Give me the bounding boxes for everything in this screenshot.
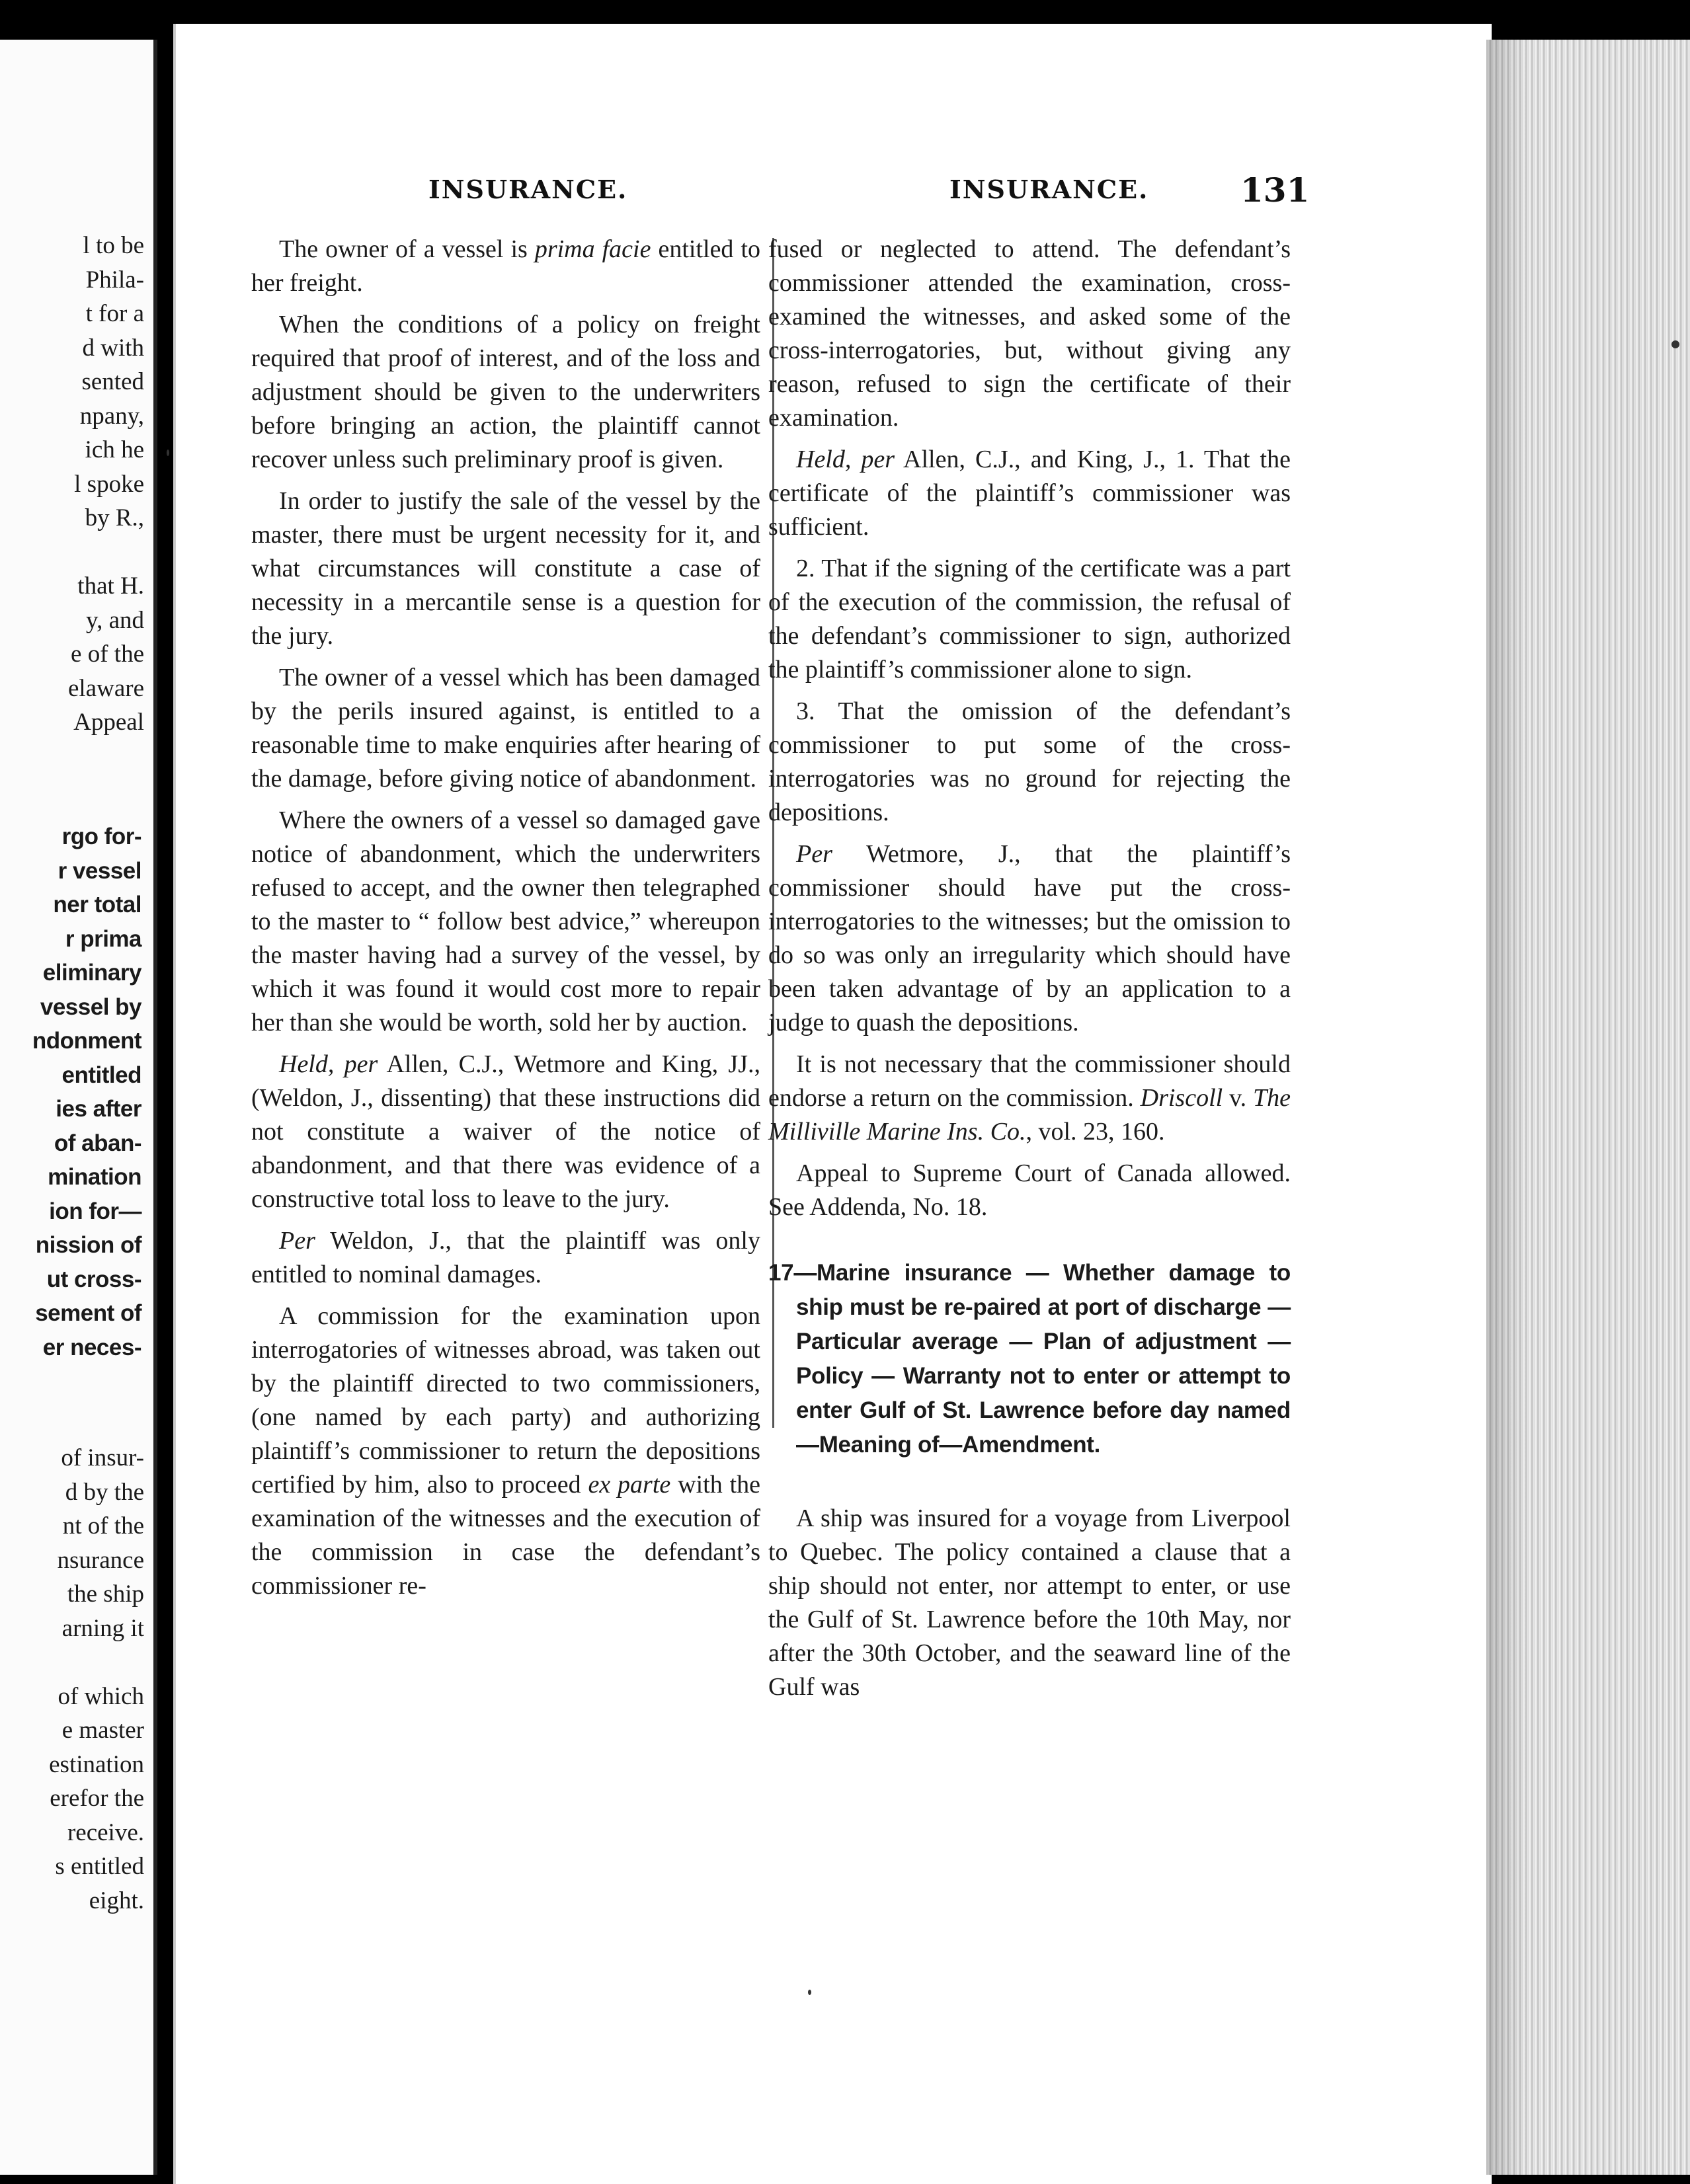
left-page-line: e master xyxy=(61,1717,144,1744)
left-page-line: erefor the xyxy=(50,1785,144,1812)
left-page-line: r prima xyxy=(65,925,141,952)
left-page-line: t for a xyxy=(85,300,144,327)
left-page-line: receive. xyxy=(67,1818,144,1846)
left-page-line: entitled xyxy=(61,1062,141,1088)
left-page-line: npany, xyxy=(79,402,144,430)
left-page-line: nt of the xyxy=(62,1512,144,1540)
left-page-line: elaware xyxy=(67,674,144,702)
left-page-line: ner total xyxy=(53,892,141,917)
paragraph: Held, per Allen, C.J., and King, J., 1. That the certificate of the plaintiff’s commissioner was sufficient. xyxy=(768,446,1291,541)
running-head-left: INSURANCE. xyxy=(428,175,628,204)
left-page-line: l to be xyxy=(83,232,144,259)
left-page-line: mination xyxy=(48,1164,141,1190)
paragraph: Per Weldon, J., that the plaintiff was only entitled to nominal damages. xyxy=(251,1227,760,1288)
left-page-line: l spoke xyxy=(74,470,144,498)
left-page-line: Phila- xyxy=(85,266,144,293)
left-page-line: ich he xyxy=(85,436,144,463)
left-page-line: sement of xyxy=(35,1300,141,1326)
paragraph: When the conditions of a policy on freight required that proof of interest, and of the loss and adjustment should be given to the underwriters before bringing an action, the plaintiff cannot recover unless such preliminary proof is given. xyxy=(251,311,760,473)
left-page-line: rgo for- xyxy=(61,824,141,849)
paragraph: It is not necessary that the commissioner should endorse a return on the commission. Driscoll v. The Milliville Marine Ins. Co., vol. 23, 160. xyxy=(768,1050,1291,1146)
paragraph: fused or neglected to attend. The defendant’s commissioner attended the examination, cross-examined the witnesses, and asked some of the cross-interrogatories, but, without giving any reason, refused to sign the certificate of their examination. xyxy=(768,235,1291,432)
left-page-line: ies after xyxy=(56,1096,141,1122)
paragraph: 2. That if the signing of the certificate was a part of the execution of the commission, the refusal of the defendant’s commissioner to sign, authorized the plaintiff’s commissioner alone to sign. xyxy=(768,555,1291,683)
page-number: 131 xyxy=(1240,171,1310,210)
paragraph: Held, per Allen, C.J., Wetmore and King, JJ., (Weldon, J., dissenting) that these instructions did not constitute a waiver of the notice of abandonment, and that there was evidence of a constructive total loss to leave to the jury. xyxy=(251,1050,760,1213)
paragraph: Appeal to Supreme Court of Canada allowed. See Addenda, No. 18. xyxy=(768,1159,1291,1221)
left-page-line: d with xyxy=(82,334,144,362)
paragraph: A ship was insured for a voyage from Liverpool to Quebec. The policy contained a clause that a ship should not enter, nor attempt to enter, or use the Gulf of St. Lawrence before the 10th May, nor after the 30th October, and the seaward line of the Gulf was xyxy=(768,1504,1291,1701)
left-page-line: estination xyxy=(49,1750,144,1778)
running-head-right: INSURANCE. xyxy=(949,175,1149,204)
left-page-line: y, and xyxy=(85,606,144,634)
paragraph: The owner of a vessel which has been damaged by the perils insured against, is entitled to a reasonable time to make enquiries after hearing of the damage, before giving notice of abandonment. xyxy=(251,664,760,793)
left-page-line: er neces- xyxy=(42,1334,141,1360)
left-page-line: eliminary xyxy=(42,960,141,986)
left-page-line: the ship xyxy=(67,1580,144,1608)
left-page-line: ion for— xyxy=(49,1198,141,1224)
section-heading: 17—Marine insurance — Whether damage to ship must be re-paired at port of discharge — Particular average — Plan of adjustment — Policy — Warranty not to enter or attempt to enter Gulf of St. Lawrence before day named—Meaning of—Amendment. xyxy=(768,1260,1291,1458)
left-page-line: r vessel xyxy=(58,857,141,884)
right-column xyxy=(768,233,1291,1712)
paragraph: 3. That the omission of the defendant’s commissioner to put some of the cross-interrogatories was no ground for rejecting the depositions. xyxy=(768,697,1291,826)
left-page-line: of aban- xyxy=(54,1130,141,1156)
paragraph: In order to justify the sale of the vessel by the master, there must be urgent necessity for it, and what circumstances will constitute a case of necessity in a mercantile sense is a question for the jury. xyxy=(251,487,760,650)
left-page-line: nission of xyxy=(35,1232,141,1258)
left-page-line: of insur- xyxy=(61,1444,144,1471)
left-page-line: e of the xyxy=(71,641,144,668)
left-page-line: nsurance xyxy=(57,1546,144,1574)
left-page-line: d by the xyxy=(65,1478,144,1506)
scan-speck xyxy=(808,1990,811,1995)
scan-speck xyxy=(1671,340,1679,348)
page-edge-shadow xyxy=(1486,40,1526,2175)
paragraph: Where the owners of a vessel so damaged gave notice of abandonment, which the underwriters refused to accept, and the owner then telegraphed to the master to “ follow best advice,” whereupon the master having had a survey of the vessel, by which it was found it would cost more to repair her than she would be worth, sold her by auction. xyxy=(251,806,760,1036)
left-page-line: sented xyxy=(81,368,144,395)
left-page-line: vessel by xyxy=(40,994,141,1020)
left-page-line: that H. xyxy=(77,572,144,600)
left-page-line: Appeal xyxy=(73,709,144,736)
left-page-line: eight. xyxy=(89,1887,144,1914)
left-page-line: ndonment xyxy=(32,1028,141,1054)
left-page-fragment xyxy=(0,40,157,2175)
left-page-line: arning it xyxy=(61,1614,144,1642)
paragraph: The owner of a vessel is prima facie entitled to her freight. xyxy=(251,235,760,297)
left-page-line: of which xyxy=(58,1682,144,1710)
left-page-line: s entitled xyxy=(55,1853,144,1880)
scan-speck xyxy=(167,449,169,456)
paragraph: A commission for the examination upon interrogatories of witnesses abroad, was taken out by the plaintiff directed to two commissioners, (one named by each party) and authorizing plaintiff’s commissioner to return the depositions certified by him, also to proceed ex parte with the examination of the witnesses and the execution of the commission in case the defendant’s commissioner re- xyxy=(251,1302,761,1600)
left-page-line: by R., xyxy=(85,504,144,531)
left-page-line: ut cross- xyxy=(46,1266,141,1292)
paragraph: Per Wetmore, J., that the plaintiff’s commissioner should have put the cross-interrogatories to the witnesses; but the omission to do so was only an irregularity which should have been taken advantage of by an application to a judge to quash the depositions. xyxy=(768,840,1291,1036)
left-column xyxy=(251,233,760,1611)
